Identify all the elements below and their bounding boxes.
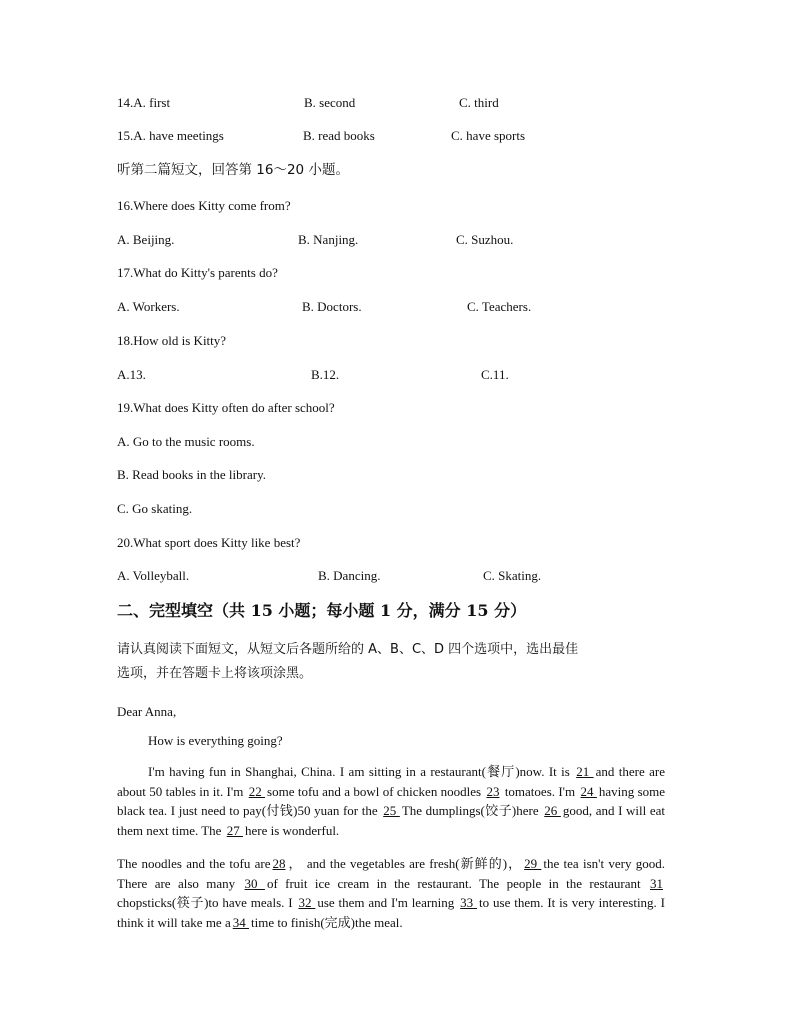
question-18-stem: 18.How old is Kitty? xyxy=(117,333,227,348)
q19-option-c: C. Go skating. xyxy=(117,501,193,516)
blank-23: 23 xyxy=(486,783,500,799)
blank-27: 27 xyxy=(226,822,243,838)
q19-option-b: B. Read books in the library. xyxy=(117,467,266,482)
q14-option-a: 14.A. first xyxy=(117,95,171,110)
section-instructions xyxy=(117,638,665,686)
q16-option-c: C. Suzhou. xyxy=(456,232,514,247)
q18-option-b: B.12. xyxy=(311,367,340,382)
blank-33: 33 xyxy=(460,895,478,910)
q16-option-a: A. Beijing. xyxy=(117,232,175,247)
q20-option-b: B. Dancing. xyxy=(318,568,381,583)
blank-29: 29 xyxy=(524,856,542,871)
q14-option-c: C. third xyxy=(459,95,499,110)
q15-option-c: C. have sports xyxy=(451,128,526,143)
instructions-line-1: 请认真阅读下面短文，从短文后各题所给的 A、B、C、D 四个选项中，选出最佳 xyxy=(117,642,579,657)
letter-paragraph-2: The noodles and the tofu are 28 ， and the vegetables are fresh(新鲜的)， 29 the tea isn't very good. There are also many 30 of fruit ice cream in the restaurant. The people in the restaurant 31 chopsticks(筷子)to have meals. I 32 use them and I'm learning 33 to use them. It is very interesting. I think it will take me a 34 time to finish(完成)the meal. xyxy=(117,856,666,930)
q18-option-c: C.11. xyxy=(481,367,509,382)
instructions-line-2: 选项，并在答题卡上将该项涂黑。 xyxy=(117,666,313,681)
q15-option-b: B. read books xyxy=(303,128,375,143)
blank-34: 34 xyxy=(232,914,249,930)
q17-option-a: A. Workers. xyxy=(117,299,180,314)
letter-paragraph-1: I'm having fun in Shanghai, China. I am sitting in a restaurant(餐厅)now. It is 21 and there are about 50 tables in it. I'm 22 some tofu and a bowl of chicken noodles 23 tomatoes. I'm 24 having some black tea. I just need to pay(付钱)50 yuan for the 25 The dumplings(饺子)here 26 good, and I will eat them next time. The 27 here is wonderful. xyxy=(117,764,666,838)
blank-26: 26 xyxy=(544,803,561,818)
q20-option-a: A. Volleyball. xyxy=(117,568,190,583)
passage-two-instruction: 听第二篇短文，回答第 16～20 小题。 xyxy=(117,162,349,178)
q20-option-c: C. Skating. xyxy=(483,568,542,583)
question-16-stem: 16.Where does Kitty come from? xyxy=(117,198,291,213)
section-heading: 二、完型填空（共 15 小题；每小题 1 分，满分 15 分） xyxy=(117,601,527,620)
q14-option-b: B. second xyxy=(304,95,356,110)
blank-32: 32 xyxy=(298,895,316,910)
question-17-stem: 17.What do Kitty's parents do? xyxy=(117,265,278,280)
question-19-stem: 19.What does Kitty often do after school? xyxy=(117,400,335,415)
blank-28: 28 xyxy=(272,856,286,871)
q15-option-a: 15.A. have meetings xyxy=(117,128,224,143)
blank-25: 25 xyxy=(383,803,400,818)
q18-option-a: A.13. xyxy=(117,367,146,382)
q17-option-b: B. Doctors. xyxy=(302,299,362,314)
blank-31: 31 xyxy=(650,875,664,891)
blank-24: 24 xyxy=(580,783,597,799)
blank-21: 21 xyxy=(576,764,594,779)
letter-greeting: Dear Anna, xyxy=(117,704,177,719)
blank-22: 22 xyxy=(248,783,266,799)
question-20-stem: 20.What sport does Kitty like best? xyxy=(117,535,301,550)
q16-option-b: B. Nanjing. xyxy=(298,232,359,247)
letter-opening: How is everything going? xyxy=(148,733,283,748)
blank-30: 30 xyxy=(244,875,265,891)
q19-option-a: A. Go to the music rooms. xyxy=(117,434,255,449)
q17-option-c: C. Teachers. xyxy=(467,299,532,314)
